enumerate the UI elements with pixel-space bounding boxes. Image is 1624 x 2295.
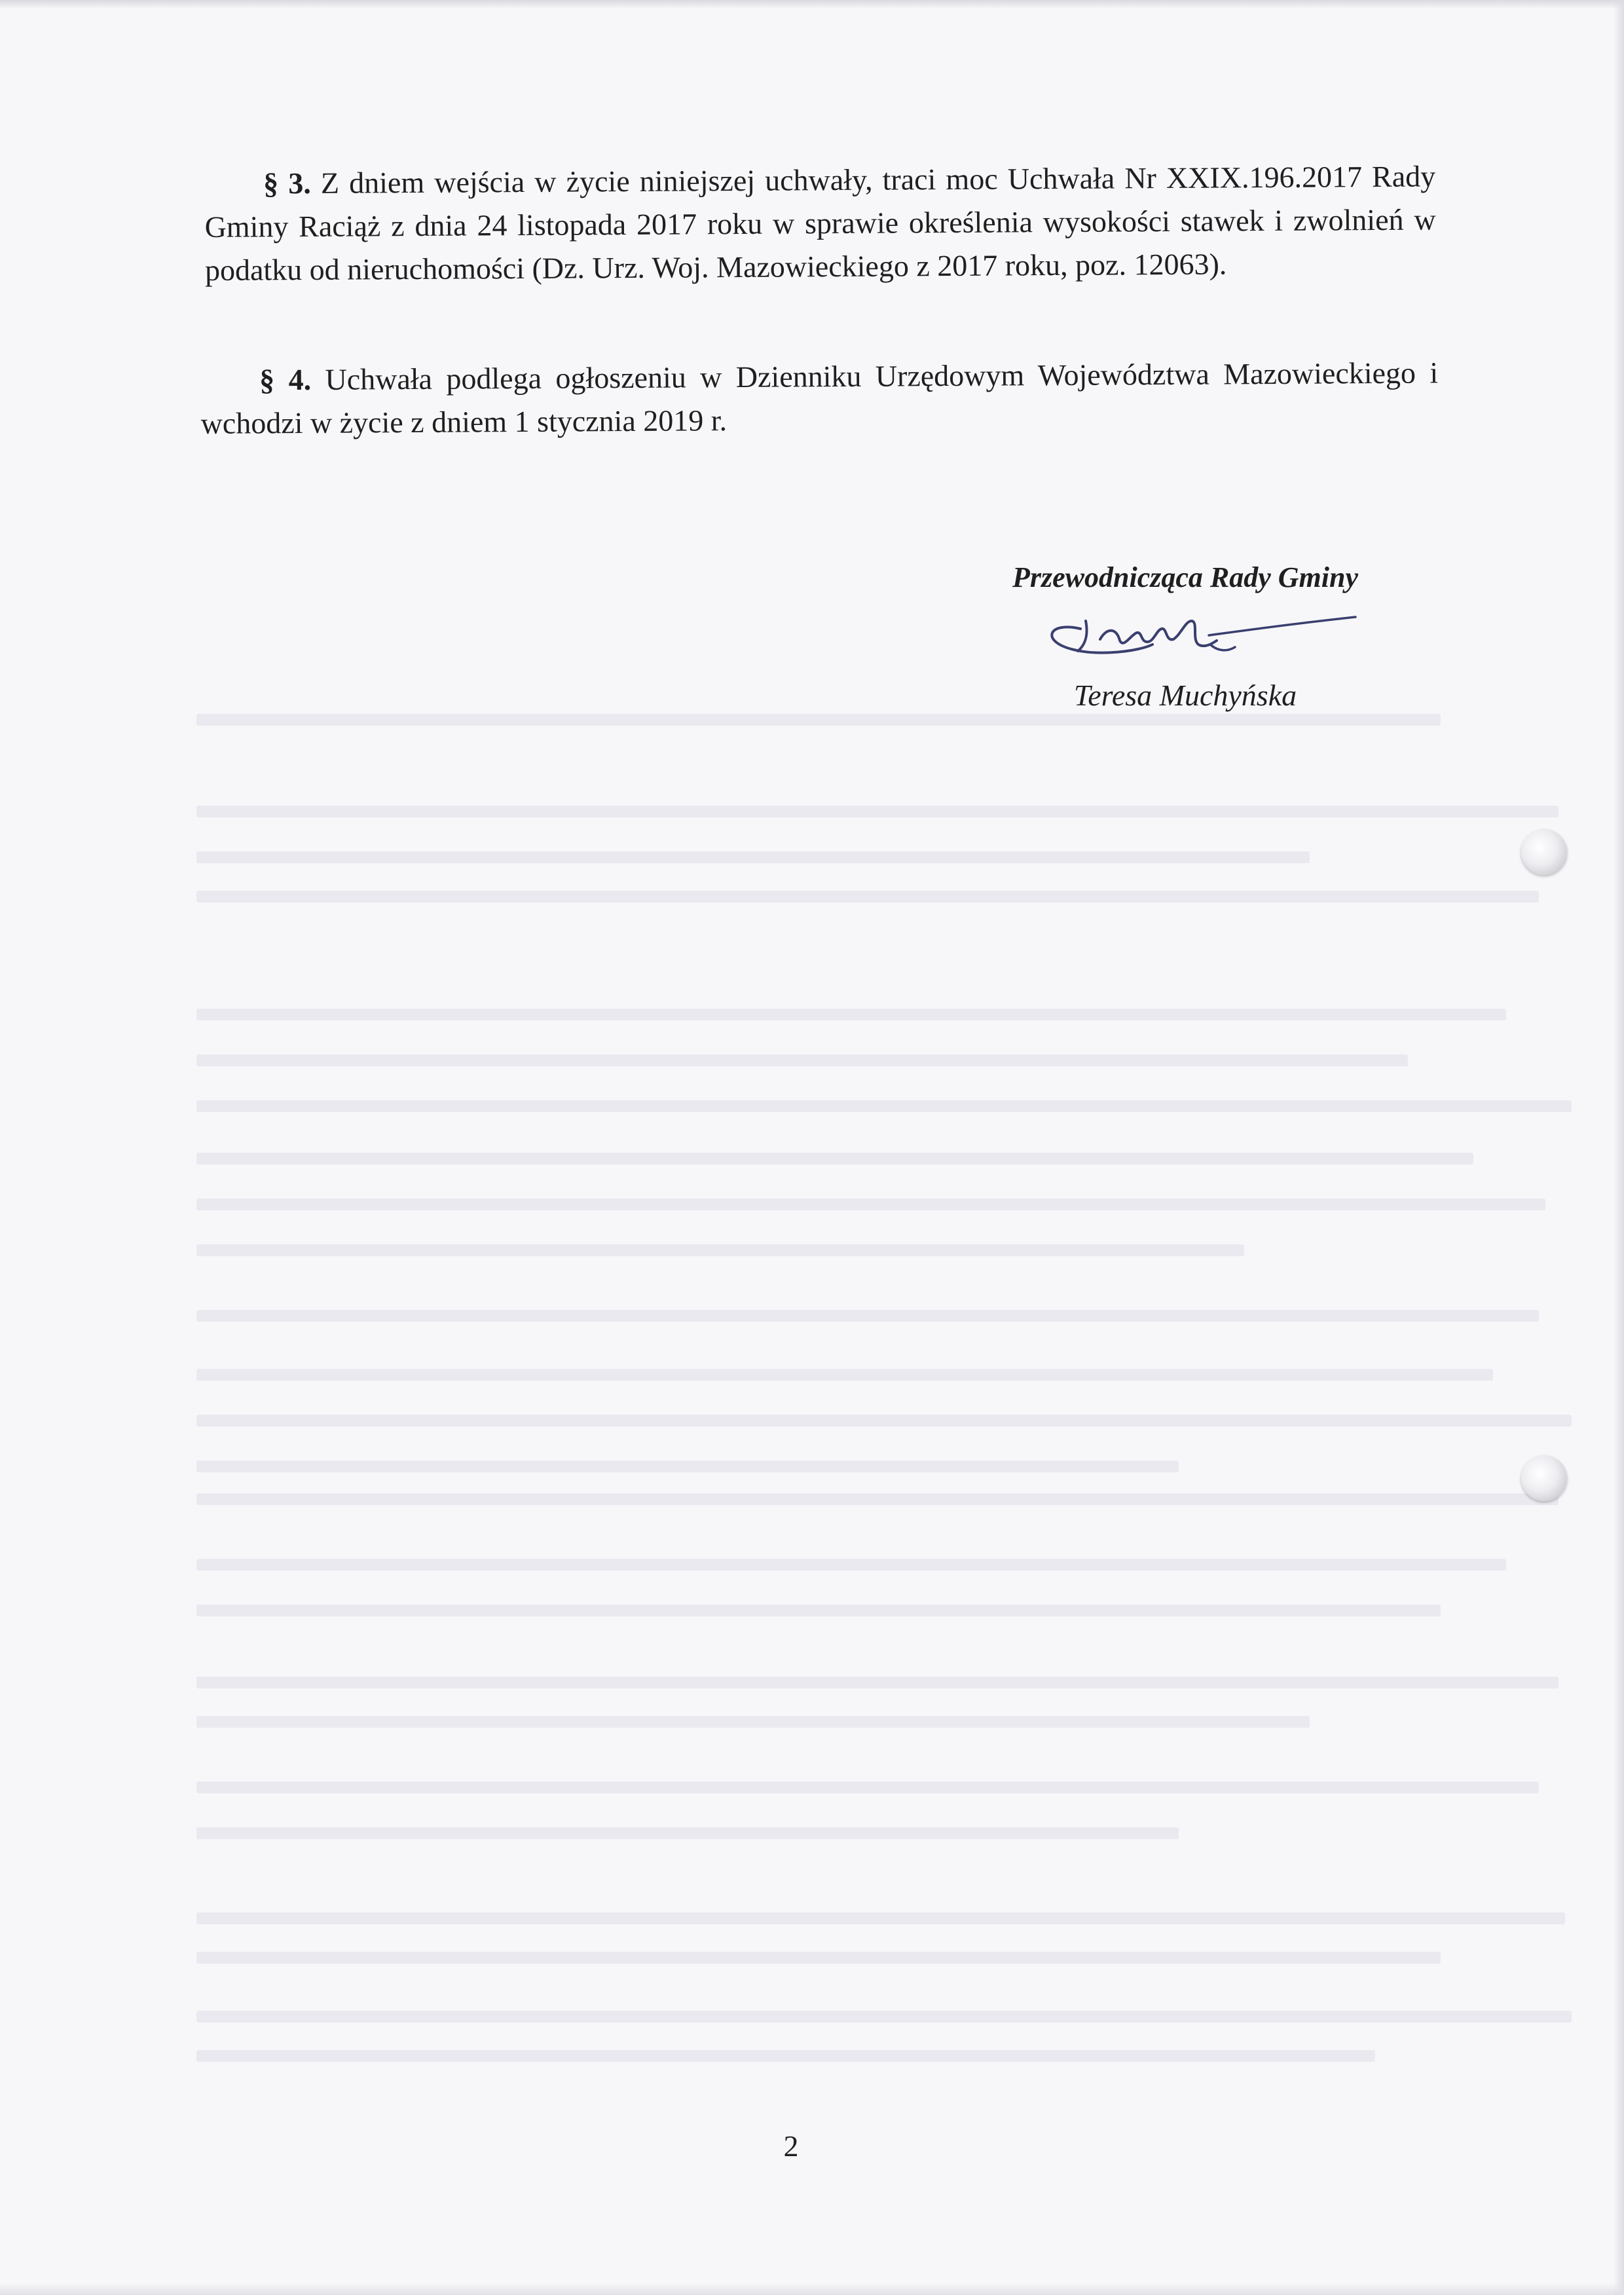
punch-hole-lower bbox=[1521, 1455, 1567, 1501]
section-number: § 4. bbox=[259, 362, 312, 397]
signature-block bbox=[976, 558, 1395, 715]
scan-edge-right bbox=[1614, 0, 1624, 2295]
paragraph-3 bbox=[204, 155, 1436, 292]
paragraph-4 bbox=[200, 351, 1439, 445]
handwritten-signature bbox=[1002, 601, 1369, 673]
section-number: § 3. bbox=[263, 166, 311, 200]
page-number: 2 bbox=[783, 2129, 799, 2163]
signatory-name: Teresa Muchyńska bbox=[1073, 679, 1297, 712]
punch-hole-upper bbox=[1521, 829, 1567, 875]
paragraph-text: Z dniem wejścia w życie niniejszej uchwały, traci moc Uchwała Nr XXIX.196.2017 Rady Gminy Raciąż z dnia 24 listopada 2017 roku w sprawie określenia wysokości stawek i zwolnień w podatku od nieruchomości (Dz. Urz. Woj. Mazowieckiego z 2017 roku, poz. 12063). bbox=[204, 159, 1436, 287]
scan-edge-top bbox=[0, 0, 1624, 9]
scan-edge-bottom bbox=[0, 2283, 1624, 2295]
signatory-title: Przewodnicząca Rady Gminy bbox=[1012, 561, 1358, 593]
paragraph-text: Uchwała podlega ogłoszeniu w Dzienniku Urzędowym Województwa Mazowieckiego i wchodzi w życie z dniem 1 stycznia 2019 r. bbox=[200, 356, 1439, 440]
